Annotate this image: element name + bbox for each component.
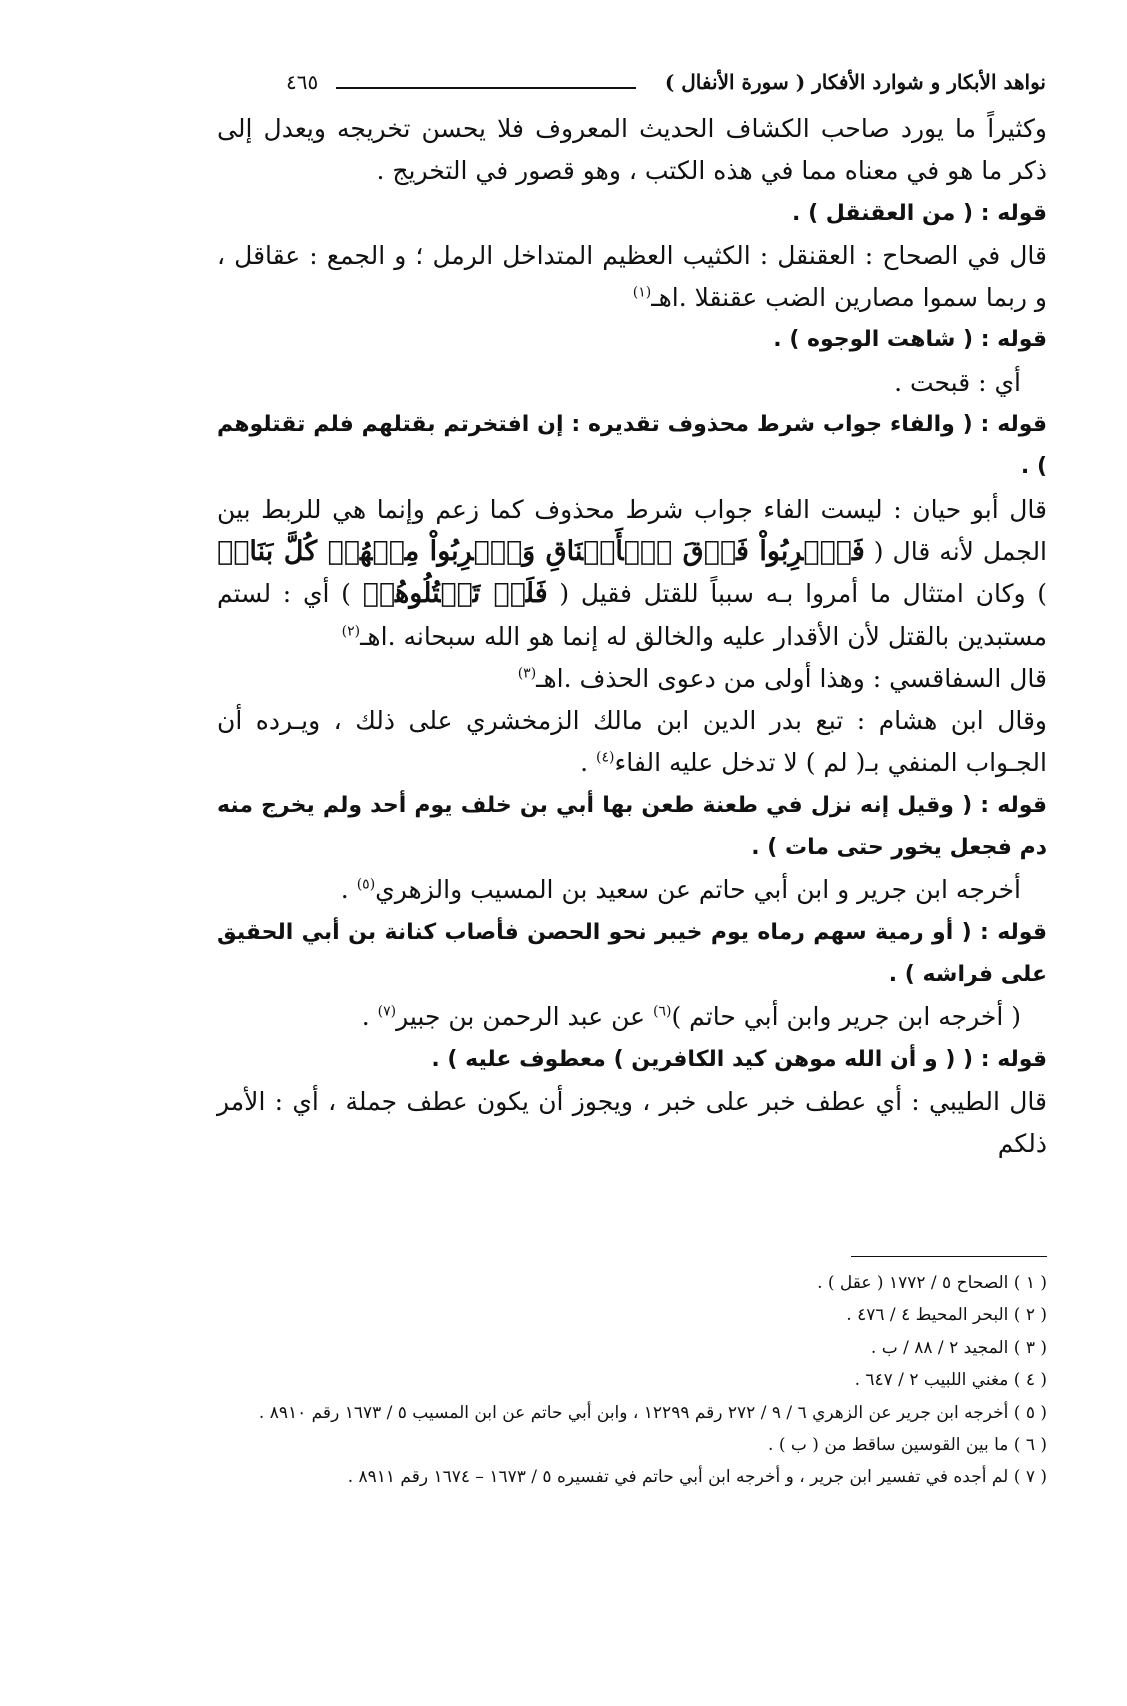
footnote-marker[interactable]: (٧) [377, 1003, 397, 1020]
paragraph: قال أبو حيان : ليست الفاء جواب شرط محذوف كما زعم وإنما هي للربط بين الجمل لأنه قال ( فَٱضۡرِبُواْ فَوۡقَ ٱلۡأَعۡنَاقِ وَٱضۡرِبُواْ مِنۡهُمۡ كُلَّ بَنَانٖ ) وكان امتثال ما أمروا بـه سبباً للقتل فقيل ( فَلَمۡ تَقۡتُلُوهُمۡ ) أي : لستم مستبدين بالقتل لأن الأقدار عليه والخالق له إنما هو الله سبحانه .اهـ$^{(٢)}$ [217, 494, 1048, 651]
quote-heading: قوله : ( شاهت الوجوه ) . [773, 327, 1047, 353]
footnote-marker[interactable]: (٣) [517, 665, 537, 682]
quote-heading: قوله : ( والفاء جواب شرط محذوف تقديره : إن افتخرتم بقتلهم فلم تقتلوهم ) . [217, 412, 1047, 480]
footnote-marker[interactable]: (١) [632, 284, 652, 301]
running-header [286, 70, 1046, 110]
footnote: ( ٥ ) أخرجه ابن جرير عن الزهري ٦ / ٩ / ٢٧٢ رقم ١٢٢٩٩ ، وابن أبي حاتم عن ابن المسيب ٥ / ١٦٧٣ رقم ٨٩١٠ . [258, 1402, 1047, 1423]
quote-heading: قوله : ( من العقنقل ) . [792, 200, 1047, 226]
footnote-marker[interactable]: (٤) [595, 750, 615, 767]
paragraph: وقال ابن هشام : تبع بدر الدين ابن مالك الزمخشري على ذلك ، ويـرده أن الجـواب المنفي بـ( لم ) لا تدخل عليه الفاء$^{(٤)}$ . [217, 706, 1047, 778]
footnote: ( ٦ ) ما بين القوسين ساقط من ( ب ) . [768, 1435, 1047, 1456]
paragraph: قال السفاقسي : وهذا أولى من دعوى الحذف .اهـ$^{(٣)}$ [517, 663, 1047, 693]
footnote: ( ٣ ) المجيد ٢ / ٨٨ / ب . [870, 1337, 1047, 1358]
paragraph: أي : قبحت . [894, 367, 1021, 397]
main-text [217, 108, 1047, 1165]
footnote: ( ٧ ) لم أجده في تفسير ابن جرير ، و أخرجه ابن أبي حاتم في تفسيره ٥ / ١٦٧٣ – ١٦٧٤ رقم ٨٩١١ . [347, 1467, 1047, 1488]
footnote: ( ٢ ) البحر المحيط ٤ / ٤٧٦ . [846, 1305, 1047, 1326]
header-rule [336, 87, 636, 89]
paragraph: قال الطيبي : أي عطف خبر على خبر ، ويجوز أن يكون عطف جملة ، أي : الأمر ذلكم [217, 1086, 1047, 1159]
footnote-marker[interactable]: (٦) [652, 1003, 672, 1020]
quote-heading: قوله : ( ( و أن الله موهن كيد الكافرين ) معطوف عليه ) . [431, 1046, 1047, 1072]
footnote-marker[interactable]: (٥) [356, 877, 376, 894]
quran-verse: فَلَمۡ تَقۡتُلُوهُمۡ [362, 578, 548, 610]
paragraph: أخرجه ابن جرير و ابن أبي حاتم عن سعيد بن المسيب والزهري$^{(٥)}$ . [340, 875, 1021, 905]
quote-heading: قوله : ( وقيل إنه نزل في طعنة طعن بها أبي بن خلف يوم أحد ولم يخرج منه دم فجعل يخور حتى مات ) . [217, 792, 1047, 861]
page-number: ٤٦٥ [286, 70, 319, 94]
footnote-separator [851, 1256, 1047, 1257]
paragraph: قال في الصحاح : العقنقل : الكثيب العظيم المتداخل الرمل ؛ و الجمع : عقاقل ، و ربما سموا مصارين الضب عقنقلا .اهـ$^{(١)}$ [217, 240, 1047, 313]
footnotes [217, 1267, 1047, 1494]
footnote: ( ١ ) الصحاح ٥ / ١٧٧٢ ( عقل ) . [817, 1273, 1047, 1293]
quran-verse: فَٱضۡرِبُواْ فَوۡقَ ٱلۡأَعۡنَاقِ وَٱضۡرِبُواْ مِنۡهُمۡ كُلَّ بَنَانٖ [217, 535, 865, 567]
paragraph: ( أخرجه ابن جرير وابن أبي حاتم )$^{(٦)}$ عن عبد الرحمن بن جبير$^{(٧)}$ . [361, 1002, 1021, 1032]
paragraph: وكثيراً ما يورد صاحب الكشاف الحديث المعروف فلا يحسن تخريجه ويعدل إلى ذكر ما هو في معناه مما في هذه الكتب ، وهو قصور في التخريج . [217, 114, 1047, 186]
footnote: ( ٤ ) مغني اللبيب ٢ / ٦٤٧ . [854, 1370, 1047, 1391]
header-title: نواهد الأبكار و شوارد الأفكار ( سورة الأنفال ) [664, 70, 1046, 94]
quote-heading: قوله : ( أو رمية سهم رماه يوم خيبر نحو الحصن فأصاب كنانة بن أبي الحقيق على فراشه ) . [217, 919, 1047, 987]
footnote-marker[interactable]: (٢) [341, 623, 361, 640]
